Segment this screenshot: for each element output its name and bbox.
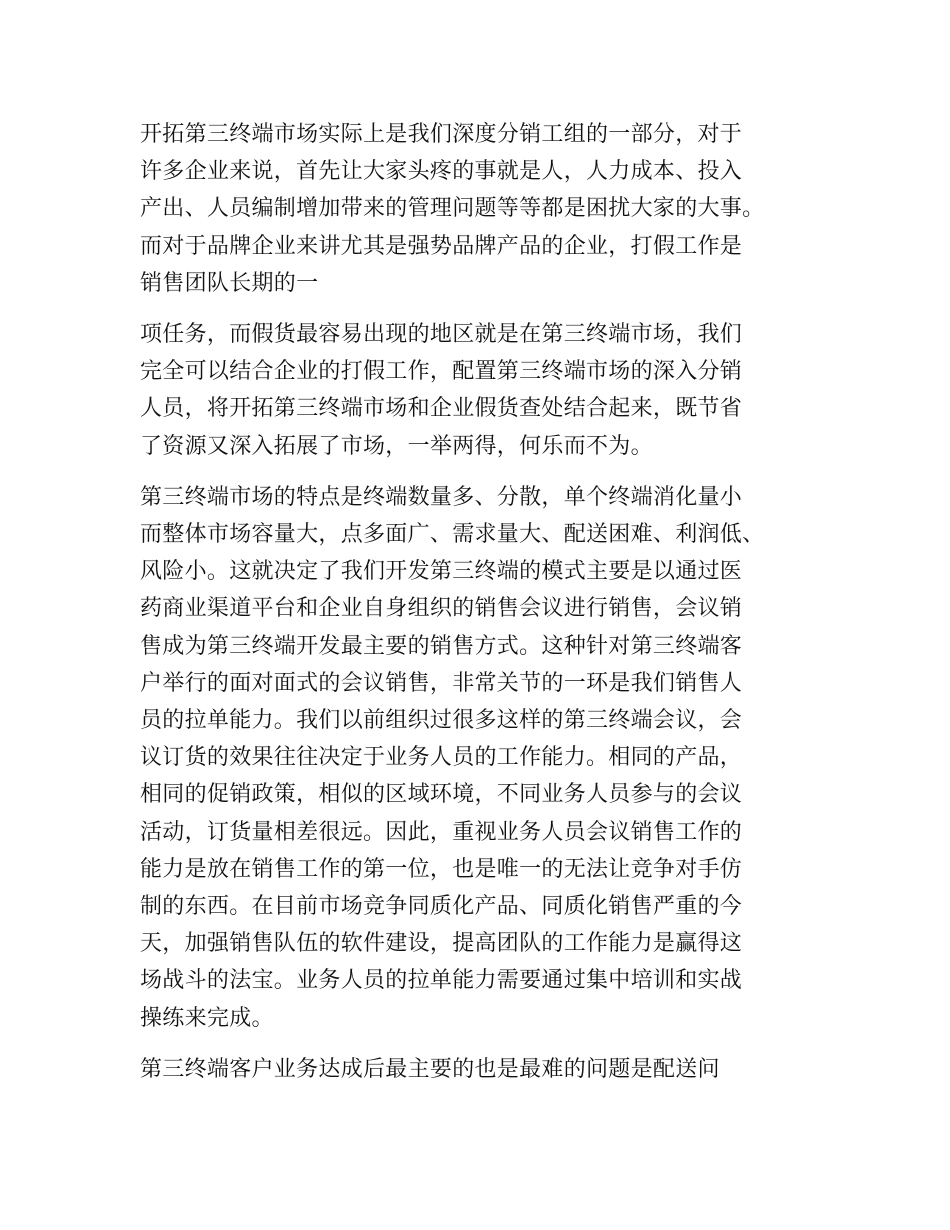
paragraph-4: 第三终端客户业务达成后最主要的也是最难的问题是配送问 xyxy=(140,1056,720,1082)
paragraph-2: 项任务，而假货最容易出现的地区就是在第三终端市场，我们 完全可以结合企业的打假工作，配置第三终端市场的深入分销 人员，将开拓第三终端市场和企业假货查处结合起来，既节省 了资源又深入拓展了市场，一举两得，何乐而不为。 xyxy=(140,322,743,459)
paragraph-1: 开拓第三终端市场实际上是我们深度分销工组的一部分，对于 许多企业来说，首先让大家头疼的事就是人，人力成本、投入 产出、人员编制增加带来的管理问题等等都是困扰大家的大事。 而对于品牌企业来讲尤其是强势品牌产品的企业，打假工作是 销售团队长期的一 xyxy=(140,122,765,296)
paragraph-3: 第三终端市场的特点是终端数量多、分散，单个终端消化量小 而整体市场容量大，点多面广、需求量大、配送困难、利润低、 风险小。这就决定了我们开发第三终端的模式主要是以通过医 药商业渠道平台和企业自身组织的销售会议进行销售，会议销 售成为第三终端开发最主要的销售方式。这种针对第三终端客 户举行的面对面式的会议销售，非常关节的一环是我们销售人 员的拉单能力。我们以前组织过很多这样的第三终端会议，会 议订货的效果往往决定于业务人员的工作能力。相同的产品， 相同的促销政策，相似的区域环境，不同业务人员参与的会议 活动，订货量相差很远。因此，重视业务人员会议销售工作的 能力是放在销售工作的第一位，也是唯一的无法让竞争对手仿 制的东西。在目前市场竞争同质化产品、同质化销售严重的今 天，加强销售队伍的软件建设，提高团队的工作能力是赢得这 场战斗的法宝。业务人员的拉单能力需要通过集中培训和实战 操练来完成。 xyxy=(140,484,765,1031)
document-body xyxy=(140,116,815,1102)
